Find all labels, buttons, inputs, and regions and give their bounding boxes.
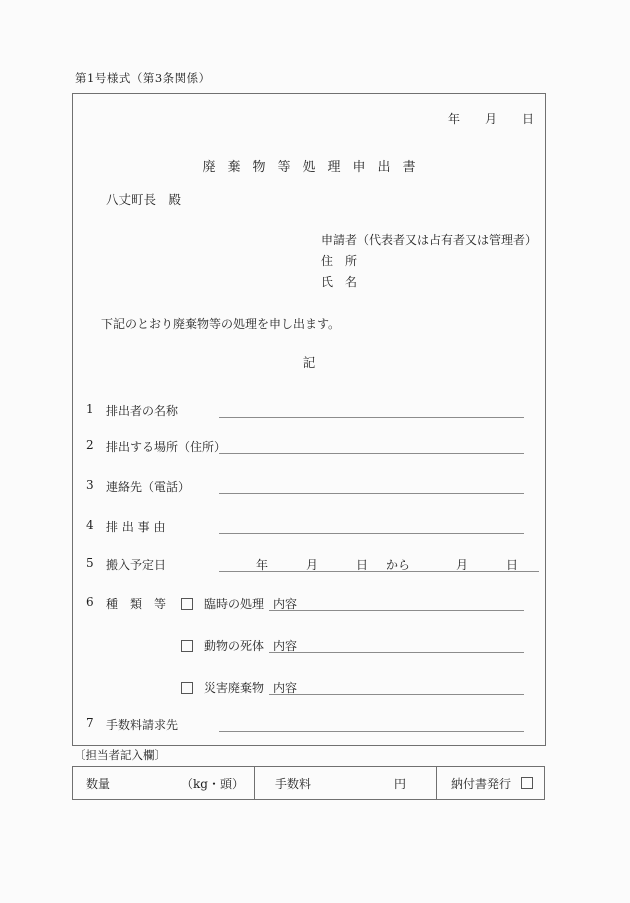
temporary-treatment-checkbox[interactable] <box>181 598 193 610</box>
form-item-planned-date <box>73 556 545 576</box>
option-label: 災害廃棄物 <box>204 681 265 695</box>
item-number: 3 <box>86 478 94 492</box>
planned-to-month-label: 月 <box>456 558 469 572</box>
discharge-reason-line[interactable] <box>219 533 524 534</box>
item-label: 連絡先（電話） <box>106 480 191 494</box>
quantity-unit-label: （kg・頭） <box>181 776 244 791</box>
fee-cell <box>254 767 436 799</box>
form-item-type-temporary <box>73 595 545 615</box>
disaster-content-line[interactable] <box>269 694 524 695</box>
content-label: 内容 <box>273 639 298 653</box>
payment-slip-checkbox[interactable] <box>521 777 533 789</box>
animal-content-line[interactable] <box>269 652 524 653</box>
date-day-label: 日 <box>521 112 534 126</box>
form-item-type-disaster <box>73 679 545 699</box>
planned-to-day-label: 日 <box>506 558 519 572</box>
staff-entry-section-label: 〔担当者記入欄〕 <box>74 748 166 762</box>
item-number: 6 <box>86 595 94 609</box>
animal-carcass-checkbox[interactable] <box>181 640 193 652</box>
fee-label: 手数料 <box>275 776 312 791</box>
form-item-discharger-name <box>73 402 545 422</box>
form-item-discharge-reason <box>73 518 545 538</box>
item-number: 5 <box>86 556 94 570</box>
payment-slip-label: 納付書発行 <box>451 776 512 791</box>
discharge-place-line[interactable] <box>219 453 524 454</box>
item-label: 排 出 事 由 <box>106 520 166 534</box>
form-item-discharge-place <box>73 438 545 458</box>
temporary-content-line[interactable] <box>269 610 524 611</box>
applicant-heading: 申請者（代表者又は占有者又は管理者） <box>321 233 538 247</box>
application-form-box <box>72 93 546 746</box>
item-label: 排出者の名称 <box>106 404 179 418</box>
form-item-type-animal <box>73 637 545 657</box>
option-label: 動物の死体 <box>204 639 265 653</box>
disaster-waste-checkbox[interactable] <box>181 682 193 694</box>
contact-phone-line[interactable] <box>219 493 524 494</box>
form-number-label: 第1号様式（第3条関係） <box>75 71 211 85</box>
form-item-contact <box>73 478 545 498</box>
planned-year-label: 年 <box>256 558 269 572</box>
form-item-fee-billing <box>73 716 545 736</box>
item-number: 7 <box>86 716 94 730</box>
payment-slip-cell <box>436 767 546 799</box>
applicant-block <box>321 230 537 293</box>
declaration-text: 下記のとおり廃棄物等の処理を申し出ます。 <box>101 317 341 331</box>
item-number: 2 <box>86 438 94 452</box>
item-label: 排出する場所（住所） <box>106 440 227 454</box>
staff-entry-table <box>72 766 545 800</box>
applicant-address-label: 住 所 <box>321 254 358 268</box>
document-title: 廃棄物等処理申出書 <box>202 160 428 175</box>
date-line <box>448 110 534 127</box>
content-label: 内容 <box>273 597 298 611</box>
content-label: 内容 <box>273 681 298 695</box>
applicant-name-label: 氏 名 <box>321 275 358 289</box>
item-label: 手数料請求先 <box>106 718 179 732</box>
item-label: 種 類 等 <box>106 597 167 611</box>
fee-unit-label: 円 <box>393 776 406 791</box>
planned-month-label: 月 <box>306 558 319 572</box>
planned-from-label: から <box>386 558 411 572</box>
date-month-label: 月 <box>484 112 497 126</box>
item-number: 1 <box>86 402 94 416</box>
planned-day-label: 日 <box>356 558 369 572</box>
quantity-cell <box>73 767 254 799</box>
fee-billing-line[interactable] <box>219 731 524 732</box>
addressee: 八丈町長 殿 <box>106 192 182 207</box>
date-year-label: 年 <box>447 112 460 126</box>
quantity-label: 数量 <box>86 776 111 791</box>
item-number: 4 <box>86 518 94 532</box>
discharger-name-line[interactable] <box>219 417 524 418</box>
record-heading: 記 <box>302 355 316 370</box>
option-label: 臨時の処理 <box>204 597 265 611</box>
item-label: 搬入予定日 <box>106 558 167 572</box>
